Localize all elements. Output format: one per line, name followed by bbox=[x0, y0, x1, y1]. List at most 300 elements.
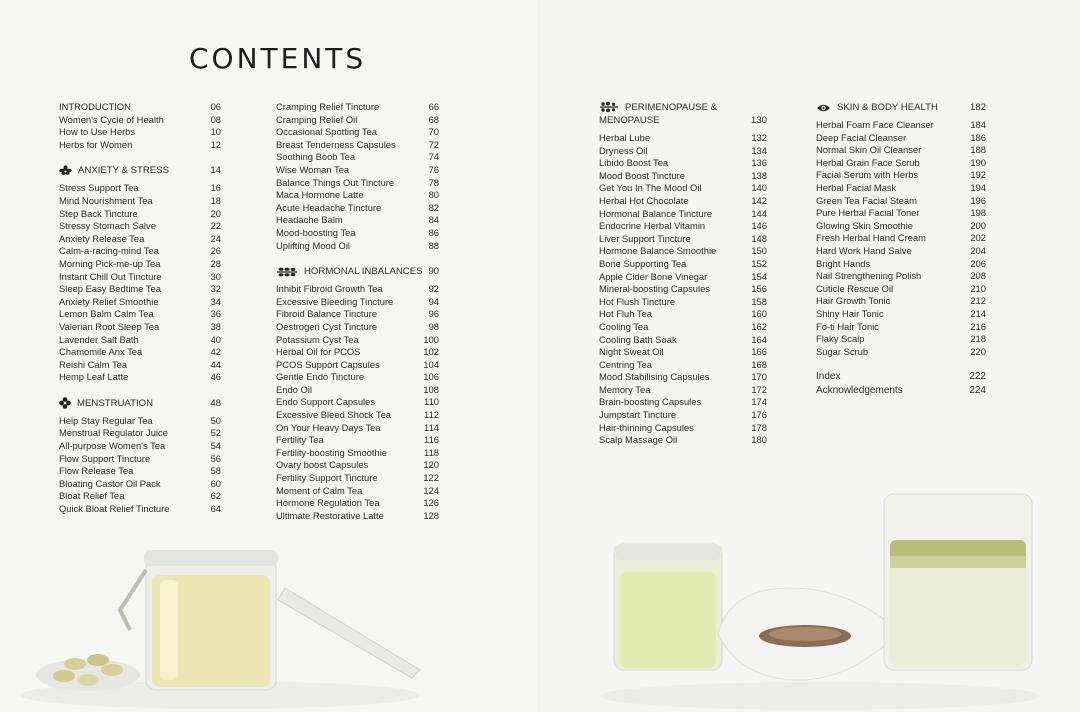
toc-entry-title: Sleep Easy Bedtime Tea bbox=[59, 283, 161, 295]
toc-entry[interactable] bbox=[816, 169, 986, 182]
toc-entry-title: Oestrogen Cyst Tincture bbox=[276, 320, 378, 332]
toc-entry-title: Flow Support Tincture bbox=[59, 452, 151, 464]
toc-entry-page: 108 bbox=[423, 383, 439, 395]
toc-entry[interactable] bbox=[816, 245, 986, 258]
toc-entry[interactable] bbox=[276, 177, 439, 190]
toc-entry[interactable] bbox=[599, 157, 767, 170]
toc-entry-title: Excessive Bleeding Tincture bbox=[276, 295, 394, 307]
toc-entry-title: Anxiety Relief Smoothie bbox=[59, 295, 159, 307]
section-heading-menstruation[interactable] bbox=[59, 397, 221, 410]
section-title: MENSTRUATION bbox=[77, 397, 154, 409]
toc-entry[interactable] bbox=[276, 485, 439, 498]
toc-entry[interactable] bbox=[599, 321, 767, 334]
toc-entry-page: 82 bbox=[428, 201, 439, 213]
toc-entry-page: 204 bbox=[970, 244, 986, 256]
toc-entry-page: 174 bbox=[751, 396, 767, 408]
toc-entry-title: Mood Boost Tincture bbox=[599, 169, 685, 181]
toc-entry-title: Facial Serum with Herbs bbox=[816, 169, 919, 181]
toc-entry-page: 140 bbox=[751, 182, 767, 194]
toc-entry-page: 30 bbox=[210, 270, 221, 282]
toc-entry[interactable] bbox=[59, 440, 221, 453]
toc-entry[interactable] bbox=[276, 240, 439, 253]
toc-entry[interactable] bbox=[276, 164, 439, 177]
toc-entry[interactable] bbox=[599, 195, 767, 208]
toc-entry-page: 10 bbox=[210, 126, 221, 138]
toc-entry-title: Soothing Boob Tea bbox=[276, 151, 356, 163]
toc-entry[interactable] bbox=[276, 371, 439, 384]
toc-entry-title: Fertility Support Tincture bbox=[276, 472, 378, 484]
toc-entry-title: Bloating Castor Oil Pack bbox=[59, 477, 161, 489]
toc-entry-title: Cramping Relief Oil bbox=[276, 113, 358, 125]
toc-entry-page: 126 bbox=[423, 497, 439, 509]
backmatter-list bbox=[816, 370, 986, 398]
hormonal-list bbox=[276, 283, 439, 522]
toc-entry-page: 12 bbox=[210, 138, 221, 150]
toc-entry-title: Morning Pick-me-up Tea bbox=[59, 257, 161, 269]
toc-entry[interactable] bbox=[599, 384, 767, 397]
toc-entry[interactable] bbox=[599, 296, 767, 309]
toc-entry-title: Gentle Endo Tincture bbox=[276, 371, 365, 383]
toc-entry-title: Acute Headache Tincture bbox=[276, 201, 382, 213]
toc-entry-page: 216 bbox=[970, 320, 986, 332]
toc-entry-page: 146 bbox=[751, 220, 767, 232]
toc-entry[interactable] bbox=[816, 119, 986, 132]
toc-entry-page: 94 bbox=[428, 295, 439, 307]
salve-jar-photo bbox=[20, 530, 440, 712]
toc-entry[interactable] bbox=[816, 207, 986, 220]
toc-entry[interactable] bbox=[276, 459, 439, 472]
toc-entry[interactable] bbox=[276, 359, 439, 372]
toc-entry-page: 164 bbox=[751, 333, 767, 345]
toc-entry-title: Lemon Balm Calm Tea bbox=[59, 308, 154, 320]
toc-entry-page: 76 bbox=[428, 163, 439, 175]
toc-entry-page: 60 bbox=[210, 477, 221, 489]
toc-entry-title: Hot Flush Tincture bbox=[599, 295, 676, 307]
toc-entry[interactable] bbox=[816, 321, 986, 334]
toc-entry[interactable] bbox=[276, 422, 439, 435]
flower-icon bbox=[59, 165, 72, 176]
toc-entry-title: Stressy Stomach Salve bbox=[59, 220, 156, 232]
toc-entry-title: Deep Facial Cleanser bbox=[816, 131, 907, 143]
toc-entry-title: Sugar Scrub bbox=[816, 345, 869, 357]
toc-entry-title: Memory Tea bbox=[599, 383, 651, 395]
toc-entry[interactable] bbox=[816, 270, 986, 283]
toc-entry-title: Bloat Relief Tea bbox=[59, 490, 125, 502]
toc-entry-page: 118 bbox=[424, 446, 439, 458]
toc-entry[interactable] bbox=[816, 346, 986, 359]
toc-entry-page: 36 bbox=[210, 308, 221, 320]
toc-entry[interactable] bbox=[59, 490, 221, 503]
toc-entry-title: Glowing Skin Smoothie bbox=[816, 219, 913, 231]
book-gutter bbox=[538, 0, 542, 712]
toc-entry-page: 114 bbox=[424, 421, 439, 433]
toc-entry[interactable] bbox=[59, 220, 221, 233]
toc-entry[interactable] bbox=[59, 334, 221, 347]
toc-entry-page: 158 bbox=[751, 295, 767, 307]
toc-entry-page: 50 bbox=[210, 414, 221, 426]
toc-entry[interactable] bbox=[599, 170, 767, 183]
toc-entry-title: Herbal Grain Face Scrub bbox=[816, 156, 920, 168]
toc-entry-page: 220 bbox=[970, 345, 986, 357]
toc-entry[interactable] bbox=[59, 359, 221, 372]
toc-entry[interactable] bbox=[59, 233, 221, 246]
toc-entry[interactable] bbox=[59, 195, 221, 208]
toc-entry-title: Libido Boost Tea bbox=[599, 157, 669, 169]
toc-entry[interactable] bbox=[816, 370, 986, 384]
toc-entry[interactable] bbox=[599, 258, 767, 271]
toc-entry-page: 196 bbox=[970, 194, 986, 206]
herbal-drinks-photo bbox=[600, 484, 1040, 712]
section-page: 48 bbox=[210, 397, 221, 409]
toc-entry-title: Stress Support Tea bbox=[59, 182, 139, 194]
toc-entry-title: Hormonal Balance Tincture bbox=[599, 207, 713, 219]
toc-entry-page: 150 bbox=[751, 245, 767, 257]
toc-entry[interactable] bbox=[276, 189, 439, 202]
toc-entry-page: 110 bbox=[424, 396, 439, 408]
page-title: CONTENTS bbox=[189, 42, 367, 75]
toc-entry-page: 222 bbox=[969, 371, 986, 383]
toc-entry-page: 20 bbox=[210, 207, 221, 219]
toc-entry-title: Moment of Calm Tea bbox=[276, 484, 363, 496]
toc-entry[interactable] bbox=[816, 384, 986, 398]
toc-entry-title: Index bbox=[816, 371, 841, 383]
toc-entry[interactable] bbox=[276, 283, 439, 296]
toc-entry-title: Maca Hormone Latte bbox=[276, 189, 364, 201]
toc-entry-page: 112 bbox=[424, 409, 439, 421]
toc-entry-title: Herbal Lube bbox=[599, 132, 651, 143]
toc-entry-page: 184 bbox=[970, 119, 986, 130]
toc-entry[interactable] bbox=[59, 245, 221, 258]
toc-entry[interactable] bbox=[599, 434, 767, 447]
toc-entry-page: 144 bbox=[751, 207, 767, 219]
toc-entry-title: Hormone Regulation Tea bbox=[276, 497, 380, 509]
toc-entry-page: 206 bbox=[970, 257, 986, 269]
toc-entry-page: 78 bbox=[428, 176, 439, 188]
toc-entry-page: 218 bbox=[970, 333, 986, 345]
toc-entry-title: Inhibit Fibroid Growth Tea bbox=[276, 283, 383, 295]
toc-entry-page: 72 bbox=[428, 138, 439, 150]
section-title-line1: PERIMENOPAUSE & bbox=[625, 102, 718, 113]
toc-entry-title: Nail Strengthening Polish bbox=[816, 270, 922, 282]
toc-entry-title: Endo Oil bbox=[276, 383, 312, 395]
toc-entry-page: 132 bbox=[751, 132, 767, 143]
toc-entry-title: Flow Release Tea bbox=[59, 465, 134, 477]
toc-entry[interactable] bbox=[276, 202, 439, 215]
toc-entry[interactable] bbox=[599, 409, 767, 422]
toc-entry-page: 86 bbox=[428, 226, 439, 238]
toc-entry-title: Potassium Cyst Tea bbox=[276, 333, 359, 345]
toc-entry-page: 24 bbox=[210, 232, 221, 244]
eye-icon bbox=[816, 103, 831, 113]
toc-entry[interactable] bbox=[276, 434, 439, 447]
toc-entry[interactable] bbox=[599, 208, 767, 221]
toc-entry-page: 152 bbox=[751, 257, 767, 269]
toc-entry[interactable] bbox=[59, 296, 221, 309]
toc-entry[interactable] bbox=[276, 321, 439, 334]
toc-entry-page: 180 bbox=[751, 434, 767, 446]
toc-entry[interactable] bbox=[599, 371, 767, 384]
toc-entry[interactable] bbox=[59, 139, 221, 152]
toc-entry[interactable] bbox=[599, 233, 767, 246]
toc-entry-page: 28 bbox=[210, 257, 221, 269]
toc-entry-page: 16 bbox=[210, 182, 221, 194]
toc-entry-page: 38 bbox=[210, 320, 221, 332]
toc-entry[interactable] bbox=[276, 447, 439, 460]
toc-entry[interactable] bbox=[599, 132, 767, 145]
toc-entry[interactable] bbox=[59, 283, 221, 296]
toc-entry[interactable] bbox=[59, 453, 221, 466]
toc-entry-page: 68 bbox=[428, 113, 439, 125]
toc-entry[interactable] bbox=[59, 271, 221, 284]
toc-entry[interactable] bbox=[816, 295, 986, 308]
toc-entry[interactable] bbox=[59, 371, 221, 384]
toc-entry-title: Women's Cycle of Health bbox=[59, 113, 164, 125]
toc-entry-title: Hair Growth Tonic bbox=[816, 295, 891, 307]
toc-entry-page: 34 bbox=[210, 295, 221, 307]
toc-entry-title: All-purpose Women's Tea bbox=[59, 440, 166, 452]
toc-entry-title: Ovary boost Capsules bbox=[276, 459, 369, 471]
toc-entry-title: Excessive Bleed Shock Tea bbox=[276, 409, 391, 421]
toc-entry-title: Valerian Root Sleep Tea bbox=[59, 320, 160, 332]
toc-entry-page: 190 bbox=[970, 156, 986, 168]
toc-entry-page: 08 bbox=[210, 113, 221, 125]
section-title-line2: MENOPAUSE bbox=[599, 115, 660, 126]
toc-entry-page: 148 bbox=[751, 232, 767, 244]
toc-entry-title: Menstrual Regulator Juice bbox=[59, 427, 168, 439]
toc-entry-page: 138 bbox=[751, 169, 767, 181]
toc-entry[interactable] bbox=[599, 182, 767, 195]
toc-entry-page: 168 bbox=[751, 358, 767, 370]
toc-entry-title: Reishi Calm Tea bbox=[59, 358, 128, 370]
toc-entry-title: Bright Hands bbox=[816, 257, 871, 269]
toc-entry[interactable] bbox=[59, 182, 221, 195]
toc-entry[interactable] bbox=[599, 346, 767, 359]
skin-list bbox=[816, 119, 986, 358]
toc-entry-page: 166 bbox=[751, 346, 767, 358]
toc-entry-title: Herbs for Women bbox=[59, 138, 133, 150]
toc-entry-title: Wise Woman Tea bbox=[276, 163, 350, 175]
toc-entry[interactable] bbox=[276, 296, 439, 309]
toc-entry-page: 186 bbox=[970, 131, 986, 143]
toc-entry-title: Anxiety Release Tea bbox=[59, 232, 145, 244]
toc-entry-page: 172 bbox=[751, 383, 767, 395]
section-page: 90 bbox=[428, 266, 439, 278]
toc-entry[interactable] bbox=[59, 258, 221, 271]
toc-entry[interactable] bbox=[816, 258, 986, 271]
toc-entry[interactable] bbox=[276, 214, 439, 227]
toc-entry[interactable] bbox=[59, 478, 221, 491]
toc-entry[interactable] bbox=[276, 308, 439, 321]
toc-entry[interactable] bbox=[59, 415, 221, 428]
menstruation-continued-list bbox=[276, 101, 439, 252]
toc-entry-title: Hemp Leaf Latte bbox=[59, 371, 129, 383]
toc-entry-title: Liver Support Tincture bbox=[599, 232, 691, 244]
toc-entry[interactable] bbox=[276, 396, 439, 409]
toc-entry-page: 96 bbox=[428, 308, 439, 320]
toc-entry[interactable] bbox=[59, 465, 221, 478]
toc-entry-title: Calm-a-racing-mind Tea bbox=[59, 245, 159, 257]
toc-entry[interactable] bbox=[276, 139, 439, 152]
section-heading-anxiety[interactable] bbox=[59, 164, 221, 177]
toc-entry[interactable] bbox=[276, 126, 439, 139]
toc-entry-title: PCOS Support Capsules bbox=[276, 358, 380, 370]
toc-entry[interactable] bbox=[59, 346, 221, 359]
toc-entry[interactable] bbox=[599, 245, 767, 258]
toc-entry[interactable] bbox=[816, 333, 986, 346]
toc-entry-page: 224 bbox=[969, 385, 986, 397]
toc-entry-page: 26 bbox=[210, 245, 221, 257]
toc-entry-title: Hormone Balance Smoothie bbox=[599, 245, 717, 257]
toc-entry-page: 92 bbox=[428, 283, 439, 295]
toc-entry[interactable] bbox=[599, 283, 767, 296]
toc-entry[interactable] bbox=[59, 114, 221, 127]
toc-entry-page: 74 bbox=[428, 151, 439, 163]
toc-entry[interactable] bbox=[276, 151, 439, 164]
toc-entry-title: Herbal Oil for PCOS bbox=[276, 346, 361, 358]
toc-entry-page: 200 bbox=[970, 219, 986, 231]
toc-entry-title: Fresh Herbal Hand Cream bbox=[816, 232, 926, 244]
herb-sprig-icon bbox=[599, 101, 619, 113]
toc-entry-title: Cooling Tea bbox=[599, 320, 649, 332]
toc-entry-page: 128 bbox=[423, 509, 439, 521]
toc-entry-title: Ultimate Restorative Latte bbox=[276, 509, 384, 521]
leaf-sprig-icon bbox=[276, 266, 298, 278]
toc-entry[interactable] bbox=[816, 132, 986, 145]
intro-list bbox=[59, 101, 221, 151]
toc-entry-page: 88 bbox=[428, 239, 439, 251]
toc-entry[interactable] bbox=[599, 359, 767, 372]
toc-entry-page: 32 bbox=[210, 283, 221, 295]
section-title: HORMONAL INBALANCES bbox=[304, 266, 423, 278]
toc-entry-page: 116 bbox=[424, 434, 439, 446]
toc-entry[interactable] bbox=[276, 510, 439, 523]
toc-entry-title: Hot Fluh Tea bbox=[599, 308, 652, 320]
toc-entry-title: Cooling Bath Soak bbox=[599, 333, 677, 345]
toc-entry-page: 70 bbox=[428, 126, 439, 138]
toc-column-1 bbox=[59, 101, 221, 516]
toc-entry[interactable] bbox=[816, 283, 986, 296]
toc-entry-page: 54 bbox=[210, 440, 221, 452]
toc-entry[interactable] bbox=[276, 101, 439, 114]
toc-entry-title: Shiny Hair Tonic bbox=[816, 307, 884, 319]
perimenopause-list bbox=[599, 132, 767, 447]
toc-entry-title: Endocrine Herbal Vitamin bbox=[599, 220, 706, 232]
toc-entry[interactable] bbox=[59, 126, 221, 139]
toc-entry-title: Occasional Spotting Tea bbox=[276, 126, 377, 138]
toc-entry[interactable] bbox=[276, 384, 439, 397]
toc-entry[interactable] bbox=[599, 334, 767, 347]
toc-entry-title: Herbal Facial Mask bbox=[816, 181, 897, 193]
toc-entry-page: 160 bbox=[751, 308, 767, 320]
toc-column-4 bbox=[816, 101, 986, 398]
toc-entry-page: 18 bbox=[210, 194, 221, 206]
toc-entry[interactable] bbox=[816, 232, 986, 245]
toc-entry-title: Dryness Oil bbox=[599, 144, 648, 156]
section-page: 14 bbox=[210, 165, 221, 177]
toc-entry[interactable] bbox=[276, 334, 439, 347]
toc-entry-page: 66 bbox=[428, 101, 439, 112]
toc-entry-page: 56 bbox=[210, 452, 221, 464]
toc-entry-page: 122 bbox=[423, 472, 439, 484]
toc-entry[interactable] bbox=[816, 182, 986, 195]
toc-entry-page: 210 bbox=[970, 282, 986, 294]
toc-entry-page: 52 bbox=[210, 427, 221, 439]
toc-entry[interactable] bbox=[599, 422, 767, 435]
section-page: 130 bbox=[750, 115, 767, 126]
toc-entry[interactable] bbox=[599, 271, 767, 284]
toc-entry[interactable] bbox=[59, 321, 221, 334]
toc-entry[interactable] bbox=[59, 503, 221, 516]
toc-entry-page: 100 bbox=[423, 333, 439, 345]
toc-entry-title: Pure Herbal Facial Toner bbox=[816, 207, 920, 219]
toc-entry-page: 120 bbox=[423, 459, 439, 471]
toc-entry-page: 192 bbox=[970, 169, 986, 181]
toc-column-3 bbox=[599, 101, 767, 447]
toc-entry-page: 134 bbox=[751, 144, 767, 156]
toc-entry-title: Normal Skin Oil Cleanser bbox=[816, 144, 922, 156]
toc-entry[interactable] bbox=[816, 308, 986, 321]
section-title bbox=[599, 101, 718, 127]
toc-entry[interactable] bbox=[599, 145, 767, 158]
toc-entry[interactable] bbox=[816, 157, 986, 170]
toc-entry[interactable] bbox=[59, 101, 221, 114]
toc-entry[interactable] bbox=[276, 472, 439, 485]
toc-entry-page: 102 bbox=[423, 346, 439, 358]
section-heading-perimenopause[interactable] bbox=[599, 101, 767, 127]
toc-entry-title: Green Tea Facial Steam bbox=[816, 194, 917, 206]
toc-entry-page: 40 bbox=[210, 333, 221, 345]
section-title: SKIN & BODY HEALTH bbox=[837, 102, 938, 113]
toc-entry[interactable] bbox=[276, 227, 439, 240]
toc-entry[interactable] bbox=[276, 346, 439, 359]
toc-entry-title: Flaky Scalp bbox=[816, 333, 865, 345]
toc-entry[interactable] bbox=[59, 427, 221, 440]
section-heading-skin[interactable] bbox=[816, 101, 986, 114]
toc-entry[interactable] bbox=[59, 208, 221, 221]
toc-entry-page: 176 bbox=[751, 409, 767, 421]
toc-entry-page: 124 bbox=[423, 484, 439, 496]
toc-entry-page: 136 bbox=[751, 157, 767, 169]
toc-entry-page: 156 bbox=[751, 283, 767, 295]
toc-entry-page: 208 bbox=[970, 270, 986, 282]
toc-entry[interactable] bbox=[816, 220, 986, 233]
toc-entry[interactable] bbox=[276, 114, 439, 127]
toc-entry-title: Endo Support Capsules bbox=[276, 396, 376, 408]
toc-entry-page: 188 bbox=[970, 144, 986, 156]
toc-entry-page: 106 bbox=[423, 371, 439, 383]
toc-entry[interactable] bbox=[59, 308, 221, 321]
toc-entry[interactable] bbox=[816, 144, 986, 157]
toc-entry-title: How to Use Herbs bbox=[59, 126, 136, 138]
section-title: ANXIETY & STRESS bbox=[78, 165, 169, 177]
toc-entry-title: Breast Tenderness Capsules bbox=[276, 138, 396, 150]
toc-entry-page: 178 bbox=[751, 421, 767, 433]
toc-entry[interactable] bbox=[599, 396, 767, 409]
toc-entry-title: Herbal Hot Chocolate bbox=[599, 194, 689, 206]
toc-entry-title: Apple Cider Bone Vinegar bbox=[599, 270, 708, 282]
toc-entry-title: Fibroid Balance Tincture bbox=[276, 308, 378, 320]
toc-entry[interactable] bbox=[599, 308, 767, 321]
toc-entry[interactable] bbox=[276, 409, 439, 422]
toc-entry[interactable] bbox=[276, 497, 439, 510]
toc-entry-title: Centring Tea bbox=[599, 358, 652, 370]
toc-entry-title: Fertility Tea bbox=[276, 434, 324, 446]
toc-entry[interactable] bbox=[599, 220, 767, 233]
section-heading-hormonal[interactable] bbox=[276, 265, 439, 278]
section-page: 182 bbox=[969, 102, 986, 113]
anxiety-list bbox=[59, 182, 221, 384]
toc-entry[interactable] bbox=[816, 195, 986, 208]
